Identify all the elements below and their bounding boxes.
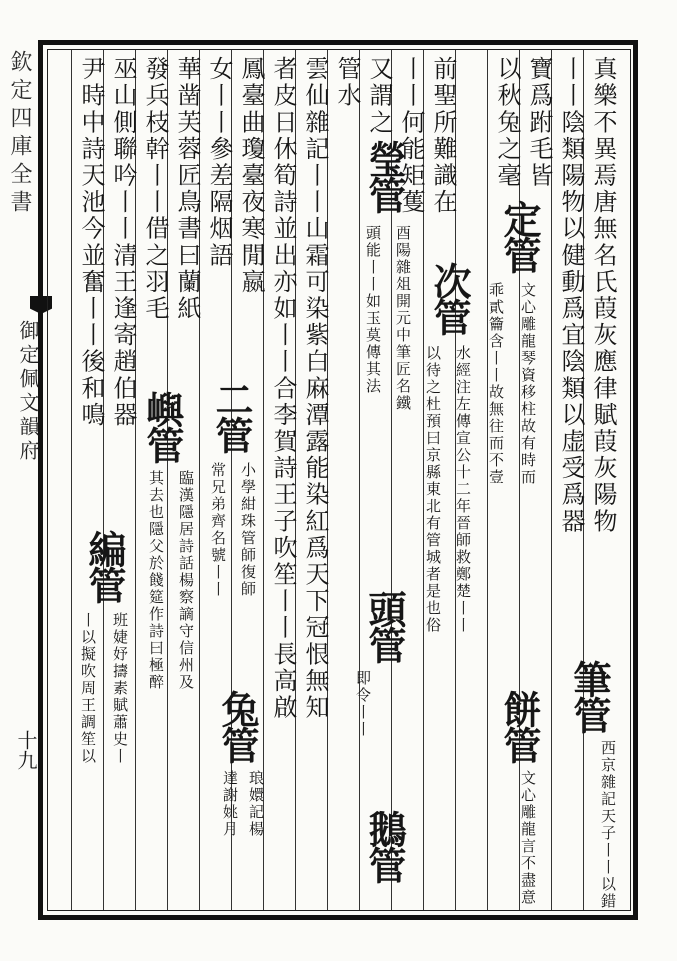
annotation: 臨漢隱居詩話楊察謫守信州及 [177,470,195,691]
headword: 次管 [427,262,472,334]
column-rule [71,50,72,910]
headword: 頭管 [362,590,407,662]
headword: 編管 [82,530,127,602]
folio-number: 十九 [14,730,38,770]
annotation: 其去也隱父於餞筵作詩曰極醉 [147,470,165,691]
annotation: 丨以擬吹周王調笙以 [79,612,97,765]
annotation: 水經注左傳宣公十二年晉師救鄭楚丨丨 [454,345,472,634]
annotation: 西京雜記天子丨丨以錯 [599,740,617,910]
text-column: 巫山側聯吟丨丨清王逢寄趙伯器 [109,56,137,429]
headword: 餅管 [497,690,542,762]
text-column: 丨丨何能矩蒦 [397,56,425,216]
text-column: 華凿芙蓉匠鳥書曰蘭紙 [173,56,201,322]
annotation: 乖貳籥含丨丨故無往而不壹 [487,282,505,486]
text-column: 鳳臺曲瓊臺夜寒閒嬴 [237,56,265,296]
annotation: 即令丨丨 [354,670,372,738]
headword: 兔管 [215,690,260,762]
annotation: 達謝姚月 [221,770,239,838]
headword: 瑩管 [362,140,407,212]
text-column: 前聖所難識在 [429,56,457,216]
annotation: 班婕妤擣素賦蕭史丨 [111,612,129,765]
annotation: 頭能丨丨如玉莫傳其法 [364,225,382,395]
annotation: 文心雕龍琴資移柱故有時而 [519,282,537,486]
collection-title: 欽定四庫全書 [7,50,32,218]
text-column: 管水 [333,56,361,110]
annotation: 琅嬛記楊 [247,770,265,838]
text-column: 女丨丨參差隔烟語 [205,56,233,269]
text-column: 發兵枝幹丨丨借之羽毛 [141,56,169,322]
annotation: 小學紺珠管師復師 [239,462,257,598]
text-column: 真樂不異焉唐無名氏葭灰應律賦葭灰陽物 [589,56,617,535]
text-column: 丨丨陰類陽物以健動爲宜陰類以虚受爲器 [557,56,585,535]
text-column: 又謂之 [365,56,393,136]
text-column: 雲仙雜記丨丨山霜可染紫白麻潭露能染紅爲天下冠恨無知 [301,56,329,721]
text-column: 以秋兔之毫 [493,56,521,189]
annotation: 以待之杜預曰京縣東北有管城者是也俗 [424,345,442,634]
annotation: 酉陽雜俎開元中筆匠名鐵 [394,225,412,412]
column-rule [359,50,360,910]
headword: 嶼管 [140,390,185,462]
headword: 二管 [209,380,254,452]
text-column: 寶爲跗毛皆 [525,56,553,189]
headword: 筆管 [567,660,612,732]
annotation: 常兄弟齊名號丨丨 [209,462,227,598]
headword: 定管 [497,200,542,272]
headword: 鵝管 [362,810,407,882]
text-column: 尹時中詩天池今並奮丨丨後和鳴 [77,56,105,429]
annotation: 文心雕龍言不盡意 [519,770,537,906]
text-column: 者皮日休筍詩並出亦如丨丨合李賀詩王子吹笙丨丨長高啟 [269,56,297,721]
book-title: 御定佩文韻府 [16,320,40,464]
